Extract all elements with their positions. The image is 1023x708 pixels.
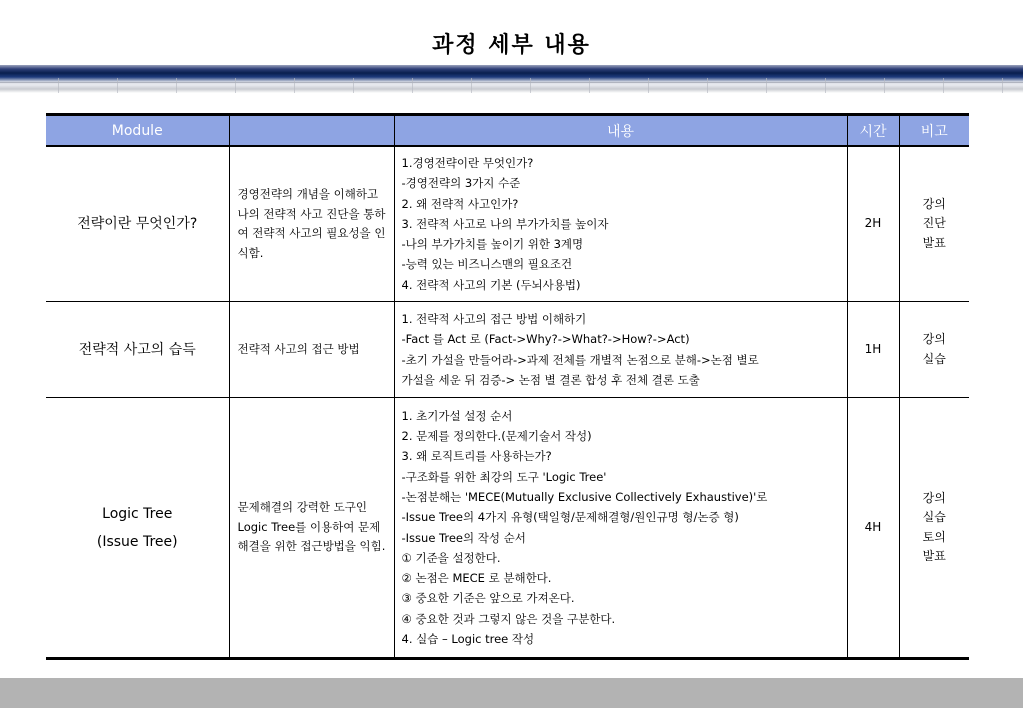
note-line: 강의 (922, 196, 946, 211)
note-line: 실습 (922, 510, 946, 524)
table-row (46, 302, 969, 398)
time-cell: 4H (847, 398, 899, 659)
header-time: 시간 (847, 115, 899, 147)
header-module: Module (46, 115, 229, 147)
header-description (229, 115, 394, 147)
header-content: 내용 (394, 115, 847, 147)
content-line: ② 논점은 MECE 로 분해한다. (401, 571, 552, 586)
content-line: ③ 중요한 기준은 앞으로 가져온다. (401, 591, 575, 606)
content-line: 3. 왜 로직트리를 사용하는가? (401, 449, 552, 464)
content-line: -나의 부가가치를 높이기 위한 3계명 (401, 237, 584, 252)
note-cell (899, 302, 969, 398)
content-line: -논점분해는 'MECE(Mutually Exclusive Collectively Exhaustive)'로 (401, 489, 768, 504)
note-cell (899, 146, 969, 302)
note-line: 실습 (922, 351, 946, 366)
time-cell: 1H (847, 302, 899, 398)
content-line: -Issue Tree의 작성 순서 (401, 530, 526, 545)
content-line: -구조화를 위한 최강의 도구 'Logic Tree' (401, 469, 607, 484)
header-band-grid (0, 78, 1023, 93)
description-cell: 전략적 사고의 접근 방법 (229, 302, 394, 398)
content-line: ① 기준을 설정한다. (401, 550, 501, 565)
note-line: 발표 (922, 549, 946, 563)
time-cell: 2H (847, 146, 899, 302)
module-line: Logic Tree (102, 505, 173, 522)
description-cell: 문제해결의 강력한 도구인 Logic Tree를 이용하여 문제해결을 위한 접근방법을 익힘. (229, 398, 394, 659)
content-line: -Issue Tree의 4가지 유형(택일형/문제해결형/원인규명 형/논증 형) (401, 510, 739, 525)
content-cell (394, 302, 847, 398)
note-line: 강의 (922, 332, 946, 346)
module-line: (Issue Tree) (96, 533, 178, 550)
table-header-row (46, 115, 969, 147)
content-line: -능력 있는 비즈니스맨의 필요조건 (401, 257, 573, 272)
header-band-line (0, 82, 1023, 83)
content-line: -초기 가설을 만들어라->과제 전체를 개별적 논점으로 분해->논점 별로 (401, 352, 759, 367)
content-cell (394, 398, 847, 659)
content-line: -Fact 를 Act 로 (Fact->Why?->What?->How?->Act) (401, 332, 690, 347)
table-row (46, 146, 969, 302)
note-line: 토의 (922, 529, 946, 544)
content-line: 3. 전략적 사고로 나의 부가가치를 높이자 (401, 216, 609, 231)
footer-bar (0, 678, 1023, 708)
note-line: 진단 (922, 216, 946, 231)
content-cell (394, 146, 847, 302)
header-note: 비고 (899, 115, 969, 147)
module-cell: 전략이란 무엇인가? (46, 146, 229, 302)
content-line: 2. 문제를 정의한다.(문제기술서 작성) (401, 429, 592, 444)
content-line: ④ 중요한 것과 그렇지 않은 것을 구분한다. (401, 611, 616, 626)
module-cell: 전략적 사고의 습득 (46, 302, 229, 398)
note-cell (899, 398, 969, 659)
content-line: 1. 초기가설 설정 순서 (401, 408, 513, 423)
content-line: 4. 전략적 사고의 기본 (두뇌사용법) (401, 277, 581, 292)
description-cell: 경영전략의 개념을 이해하고 나의 전략적 사고 진단을 통하여 전략적 사고의 필요성을 인식함. (229, 146, 394, 302)
course-detail-table (46, 113, 969, 660)
content-line: 2. 왜 전략적 사고인가? (401, 196, 519, 211)
content-line: 4. 실습 – Logic tree 작성 (401, 631, 535, 646)
page-title: 과정 세부 내용 (432, 33, 591, 58)
content-line: 가설을 세운 뒤 검증-> 논점 별 결론 합성 후 전체 결론 도출 (401, 372, 700, 387)
content-line: 1.경영전략이란 무엇인가? (401, 155, 534, 170)
note-line: 강의 (922, 490, 946, 505)
content-line: -경영전략의 3가지 수준 (401, 176, 521, 191)
content-line: 1. 전략적 사고의 접근 방법 이해하기 (401, 311, 587, 326)
note-line: 발표 (922, 235, 946, 250)
module-cell (46, 398, 229, 659)
table-row (46, 398, 969, 659)
